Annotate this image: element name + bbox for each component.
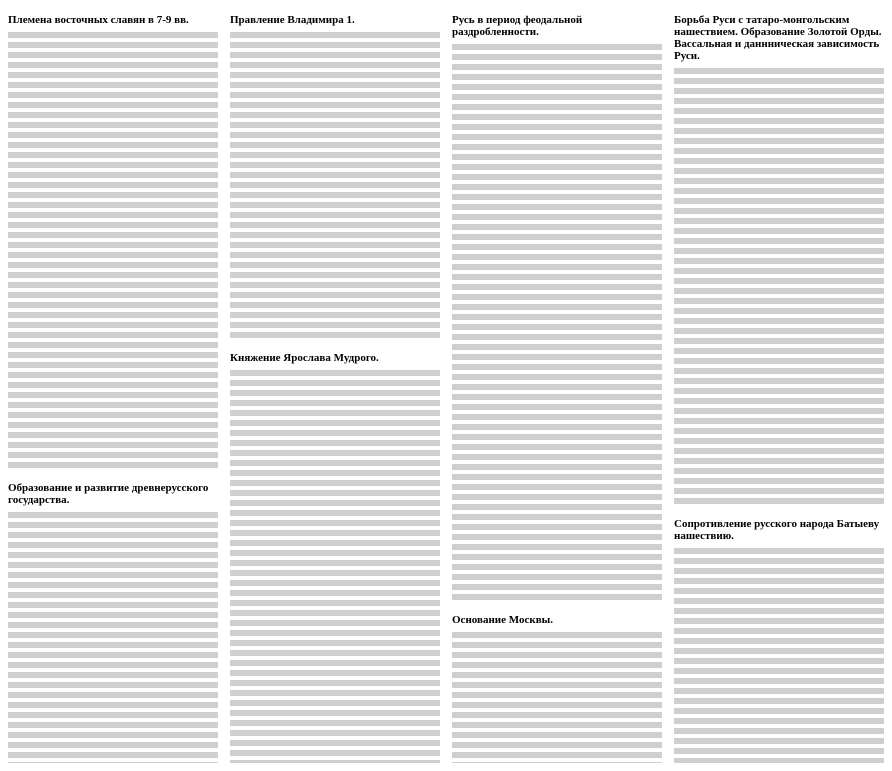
section-heading: Сопротивление русского народа Батыеву нашествию. (674, 518, 880, 542)
section-heading: Борьба Руси с татаро-монгольским нашествием. Образование Золотой Орды. Вассальная и даннническая зависимость Руси. (674, 14, 882, 62)
section-heading: Русь в период феодальной раздробленности. (452, 14, 583, 38)
column-1 (8, 14, 218, 763)
unreadable-text-block (8, 32, 218, 472)
section-heading: Племена восточных славян в 7-9 вв. (8, 14, 189, 26)
section-heading: Образование и развитие древнерусского государства. (8, 482, 209, 506)
unreadable-text-block (230, 32, 440, 342)
column-3 (452, 14, 662, 763)
column-4 (674, 14, 884, 763)
column-2 (230, 14, 440, 763)
unreadable-text-block (674, 548, 884, 763)
unreadable-text-block (452, 44, 662, 604)
unreadable-text-block (230, 370, 440, 763)
section-heading: Основание Москвы. (452, 614, 553, 626)
section-heading: Княжение Ярослава Мудрого. (230, 352, 379, 364)
unreadable-text-block (8, 512, 218, 763)
unreadable-text-block (452, 632, 662, 763)
section-heading: Правление Владимира 1. (230, 14, 355, 26)
unreadable-text-block (674, 68, 884, 508)
